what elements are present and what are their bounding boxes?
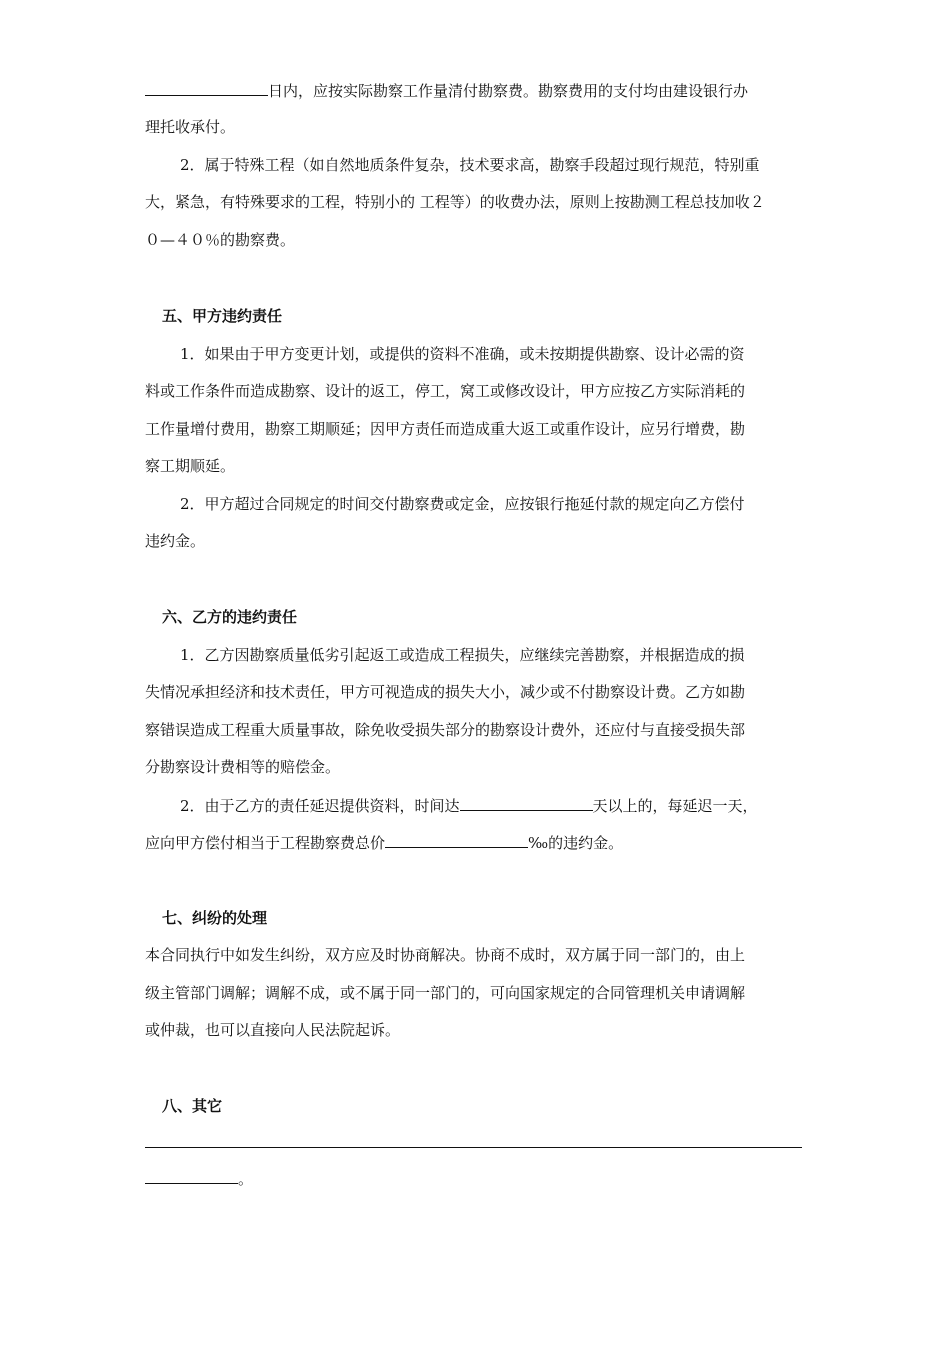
- s6-p2b-text-post: ‰的违约金。: [528, 834, 624, 852]
- s6-p1-line-4: 分勘察设计费相等的赔偿金。: [145, 758, 341, 776]
- blank-other-line-1: [145, 1147, 802, 1148]
- blank-other-line-2: [145, 1168, 238, 1184]
- s7-line-3: 或仲裁，也可以直接向人民法院起诉。: [145, 1021, 401, 1039]
- s6-p1-line-2: 失情况承担经济和技术责任，甲方可视造成的损失大小，减少或不付勘察设计费。乙方如勘: [145, 683, 746, 701]
- s4-p2-line-3: ０—４０％的勘察费。: [145, 231, 296, 249]
- s5-p2-line-2: 违约金。: [145, 532, 206, 550]
- s7-line-2: 级主管部门调解；调解不成，或不属于同一部门的，可向国家规定的合同管理机关申请调解: [145, 984, 746, 1002]
- s6-p2-line-1: [180, 795, 758, 816]
- s6-p1-line-1: 1．乙方因勘察质量低劣引起返工或造成工程损失，应继续完善勘察，并根据造成的损: [180, 646, 745, 664]
- section-7-title: 七、纠纷的处理: [162, 909, 268, 927]
- s5-p1-line-1: 1．如果由于甲方变更计划，或提供的资料不准确，或未按期提供勘察、设计必需的资: [180, 345, 745, 363]
- s4-p2-line-2: 大，紧急，有特殊要求的工程，特别小的 工程等）的收费办法，原则上按勘测工程总技加收２: [145, 193, 765, 211]
- blank-delay-days: [460, 795, 593, 811]
- s5-p1-line-3: 工作量增付费用，勘察工期顺延；因甲方责任而造成重大返工或重作设计，应另行增费，勘: [145, 420, 746, 438]
- s6-p2-line-2: [145, 832, 623, 853]
- s6-p1-line-3: 察错误造成工程重大质量事故，除免收受损失部分的勘察设计费外，还应付与直接受损失部: [145, 721, 746, 739]
- blank-days: [145, 80, 268, 96]
- blank-penalty-rate: [385, 832, 528, 848]
- s4-line-1: [145, 80, 748, 101]
- s4-p2-line-1: 2．属于特殊工程（如自然地质条件复杂，技术要求高，勘察手段超过现行规范，特别重: [180, 156, 760, 174]
- section-5-title: 五、甲方违约责任: [162, 307, 283, 325]
- s8-end-mark: 。: [238, 1170, 254, 1188]
- s5-p1-line-4: 察工期顺延。: [145, 457, 236, 475]
- s5-p1-line-2: 料或工作条件而造成勘察、设计的返工，停工，窝工或修改设计，甲方应按乙方实际消耗的: [145, 382, 746, 400]
- s5-p2-line-1: 2．甲方超过合同规定的时间交付勘察费或定金，应按银行拖延付款的规定向乙方偿付: [180, 495, 745, 513]
- section-8-title: 八、其它: [162, 1097, 223, 1115]
- s7-line-1: 本合同执行中如发生纠纷，双方应及时协商解决。协商不成时，双方属于同一部门的，由上: [145, 946, 746, 964]
- s6-p2b-text-pre: 应向甲方偿付相当于工程勘察费总价: [145, 834, 386, 852]
- section-6-title: 六、乙方的违约责任: [162, 608, 298, 626]
- s8-line-2: [145, 1168, 253, 1189]
- s4-line-2: 理托收承付。: [145, 118, 236, 136]
- s6-p2-text-pre: 2．由于乙方的责任延迟提供资料，时间达: [180, 797, 460, 815]
- s4-text-1: 日内，应按实际勘察工作量清付勘察费。勘察费用的支付均由建设银行办: [268, 82, 749, 100]
- s6-p2-text-post: 天以上的，每延迟一天，: [592, 797, 758, 815]
